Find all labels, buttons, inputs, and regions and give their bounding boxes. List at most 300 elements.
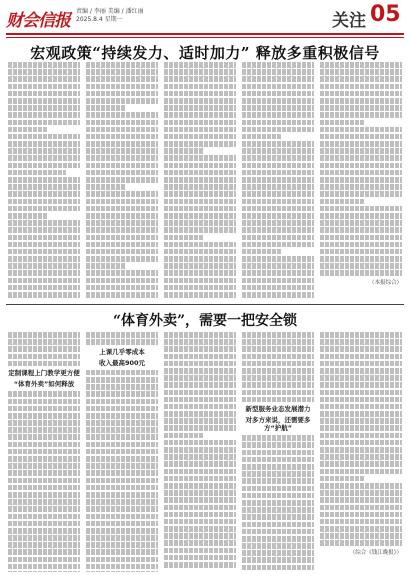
body-text-line <box>86 163 158 169</box>
body-text-line <box>164 155 236 161</box>
body-text-line <box>320 227 402 233</box>
article2-subhead: 新型服务业态发展潜力 <box>245 405 311 414</box>
body-text-line <box>8 332 80 338</box>
masthead <box>6 4 404 34</box>
body-text-line <box>86 377 158 383</box>
body-text-line <box>86 564 158 570</box>
body-text-line <box>86 62 158 68</box>
body-text-line <box>320 447 402 453</box>
body-text-line <box>320 270 402 276</box>
body-text-line <box>320 191 402 197</box>
body-text-line <box>320 84 402 90</box>
body-text-line <box>8 177 80 183</box>
body-text-line <box>242 62 314 68</box>
body-text-line <box>164 256 236 262</box>
body-text-line <box>320 382 402 388</box>
article1-column-4 <box>242 62 314 302</box>
body-text-line <box>242 522 314 528</box>
body-text-line <box>242 332 314 338</box>
article2-subhead: “体育外卖”如何释放 <box>13 380 75 389</box>
body-text-line <box>320 105 402 111</box>
body-text-line <box>242 91 314 97</box>
body-text-line <box>242 514 314 520</box>
body-text-line <box>164 548 236 554</box>
body-text-line <box>242 199 314 205</box>
article-source: （综合《钱江晚报》） <box>349 550 402 557</box>
body-text-line <box>8 98 80 104</box>
body-text-line <box>86 463 158 469</box>
article1-column-2 <box>86 62 158 302</box>
body-text-line <box>164 483 236 489</box>
body-text-line <box>8 256 80 262</box>
body-text-line <box>8 564 80 570</box>
body-text-line <box>242 278 314 284</box>
body-text-line <box>8 361 80 367</box>
body-text-line <box>8 442 80 448</box>
body-text-line <box>320 98 402 104</box>
body-text-line <box>164 227 236 233</box>
body-text-line <box>8 62 80 68</box>
body-text-line <box>320 148 402 154</box>
body-text-line <box>242 127 314 133</box>
body-text-line <box>242 450 314 456</box>
body-text-line <box>8 120 80 126</box>
body-text-line <box>164 519 236 525</box>
header-rule <box>6 33 404 35</box>
body-text-line <box>320 91 402 97</box>
body-text-line <box>242 354 314 360</box>
article2-subhead: 上课几乎零成本 <box>99 347 145 356</box>
body-text-line <box>86 442 158 448</box>
body-text-line <box>164 461 236 467</box>
body-text-line <box>8 141 80 147</box>
body-text-line <box>86 270 158 276</box>
body-text-line <box>86 191 158 197</box>
body-text-line <box>320 397 402 403</box>
body-text-line <box>86 456 158 462</box>
body-text-line <box>320 177 402 183</box>
body-text-line <box>164 98 236 104</box>
body-text-line <box>8 427 80 433</box>
body-text-line <box>242 213 314 219</box>
body-text-line <box>242 148 314 154</box>
body-text-line <box>8 220 80 226</box>
body-text-line <box>242 464 314 470</box>
body-text-line <box>8 413 80 419</box>
body-text-line <box>242 98 314 104</box>
body-text-line <box>320 69 402 75</box>
body-text-line <box>242 339 314 345</box>
body-text-line <box>8 557 80 563</box>
body-text-line <box>8 434 80 440</box>
body-text-line <box>320 213 402 219</box>
body-text-line <box>164 263 236 269</box>
body-text-line <box>164 354 236 360</box>
body-text-line <box>242 550 314 556</box>
article1-headline: 宏观政策“持续发力、适时加力” 释放多重积极信号 <box>30 44 380 62</box>
body-text-line <box>86 199 158 205</box>
body-text-line <box>242 141 314 147</box>
body-text-line <box>86 206 158 212</box>
body-text-line <box>320 127 402 133</box>
article2-headline: “体育外卖”，需要一把安全锁 <box>112 313 298 329</box>
body-text-line <box>164 220 236 226</box>
body-text-line <box>86 76 158 82</box>
article2-column-4 <box>242 332 314 572</box>
body-text-line <box>164 469 236 475</box>
body-text-line <box>86 427 158 433</box>
body-text-line <box>86 339 158 345</box>
body-text-line <box>8 91 80 97</box>
body-text-line <box>8 463 80 469</box>
body-text-line <box>164 425 236 431</box>
body-text-line <box>8 528 80 534</box>
body-text-line <box>8 470 80 476</box>
body-text-line <box>320 155 402 161</box>
body-text-line <box>86 292 158 298</box>
article-divider <box>6 304 404 305</box>
body-text-line <box>320 461 402 467</box>
body-text-line <box>320 505 402 511</box>
body-text-line <box>164 346 236 352</box>
body-text-line <box>164 332 236 338</box>
body-text-line <box>86 470 158 476</box>
body-text-line <box>242 397 314 403</box>
body-text-line <box>242 163 314 169</box>
body-text-line <box>164 433 204 439</box>
body-text-line <box>320 249 402 255</box>
body-text-line <box>242 375 314 381</box>
article-source: （本报综合） <box>368 280 402 287</box>
body-text-line <box>320 141 402 147</box>
body-text-line <box>320 497 402 503</box>
body-text-line <box>164 285 236 291</box>
body-text-line <box>86 134 158 140</box>
body-text-line <box>320 483 402 489</box>
body-text-line <box>164 213 236 219</box>
page-number: 05 <box>370 2 401 27</box>
body-text-line <box>86 235 158 241</box>
body-text-line <box>242 361 314 367</box>
body-text-line <box>164 505 236 511</box>
body-text-line <box>164 134 236 140</box>
body-text-line <box>86 91 158 97</box>
body-text-line <box>320 533 402 539</box>
body-text-line <box>86 177 158 183</box>
article1-column-5 <box>320 62 402 302</box>
body-text-line <box>86 170 158 176</box>
body-text-line <box>86 485 158 491</box>
body-text-line <box>86 227 158 233</box>
body-text-line <box>86 406 158 412</box>
body-text-line <box>242 120 314 126</box>
body-text-line <box>320 263 402 269</box>
body-text-line <box>8 478 80 484</box>
body-text-line <box>8 242 80 248</box>
body-text-line <box>8 148 80 154</box>
body-text-line <box>86 332 158 338</box>
body-text-line <box>8 76 80 82</box>
header-rule-thin <box>6 37 404 38</box>
body-text-line <box>164 206 236 212</box>
body-text-line <box>242 263 314 269</box>
body-text-line <box>8 199 80 205</box>
article2-column-1 <box>8 332 80 572</box>
body-text-line <box>86 120 158 126</box>
body-text-line <box>164 533 236 539</box>
body-text-line <box>164 278 236 284</box>
body-text-line <box>320 134 402 140</box>
body-text-line <box>8 184 80 190</box>
body-text-line <box>8 163 80 169</box>
body-text-line <box>8 514 80 520</box>
body-text-line <box>242 285 314 291</box>
body-text-line <box>8 249 80 255</box>
body-text-line <box>86 69 158 75</box>
body-text-line <box>164 490 236 496</box>
body-text-line <box>320 220 402 226</box>
body-text-line <box>164 540 236 546</box>
body-text-line <box>8 499 80 505</box>
body-text-line <box>320 454 402 460</box>
body-text-line <box>164 526 236 532</box>
body-text-line <box>242 442 314 448</box>
body-text-line <box>86 220 158 226</box>
body-text-line <box>242 105 314 111</box>
body-text-line <box>320 469 402 475</box>
body-text-line <box>8 170 66 176</box>
body-text-line <box>8 339 80 345</box>
body-text-line <box>164 292 236 298</box>
body-text-line <box>86 557 158 563</box>
body-text-line <box>242 565 314 571</box>
body-text-line <box>164 62 236 68</box>
body-text-line <box>8 535 80 541</box>
body-text-line <box>164 170 236 176</box>
body-text-line <box>164 120 236 126</box>
body-text-line <box>86 263 126 269</box>
body-text-line <box>242 478 314 484</box>
body-text-line <box>86 449 158 455</box>
body-text-line <box>8 112 80 118</box>
body-text-line <box>86 105 126 111</box>
body-text-line <box>8 542 80 548</box>
body-text-line <box>8 127 48 133</box>
body-text-line <box>8 155 80 161</box>
body-text-line <box>242 471 314 477</box>
body-text-line <box>320 206 402 212</box>
body-text-line <box>242 457 314 463</box>
body-text-line <box>242 242 314 248</box>
body-text-line <box>242 543 314 549</box>
body-text-line <box>8 213 48 219</box>
body-text-line <box>164 112 236 118</box>
body-text-line <box>164 184 236 190</box>
body-text-line <box>86 506 158 512</box>
body-text-line <box>242 69 314 75</box>
body-text-line <box>242 368 314 374</box>
body-text-line <box>8 105 80 111</box>
body-text-line <box>86 141 158 147</box>
body-text-line <box>320 540 402 546</box>
body-text-line <box>8 521 80 527</box>
body-text-line <box>86 420 158 426</box>
body-text-line <box>8 456 80 462</box>
body-text-line <box>86 148 158 154</box>
body-text-line <box>242 435 314 441</box>
body-text-line <box>86 549 158 555</box>
article2-subhead: 收入最高900元 <box>98 358 146 367</box>
body-text-line <box>164 397 236 403</box>
body-text-line <box>320 256 402 262</box>
body-text-line <box>242 486 314 492</box>
body-text-line <box>320 404 402 410</box>
body-text-line <box>86 528 158 534</box>
body-text-line <box>320 163 402 169</box>
body-text-line <box>242 134 282 140</box>
body-text-line <box>8 391 80 397</box>
body-text-line <box>164 562 236 568</box>
body-text-line <box>164 105 236 111</box>
body-text-line <box>164 249 236 255</box>
body-text-line <box>242 493 314 499</box>
body-text-line <box>242 112 314 118</box>
body-text-line <box>86 521 158 527</box>
body-text-line <box>86 242 158 248</box>
body-text-line <box>164 476 236 482</box>
body-text-line <box>320 112 402 118</box>
body-text-line <box>242 184 314 190</box>
body-text-line <box>8 399 80 405</box>
body-text-line <box>320 332 402 338</box>
body-text-line <box>86 213 158 219</box>
issue-date: 2025.8.4 星期一 <box>76 16 123 23</box>
body-text-line <box>320 235 402 241</box>
body-text-line <box>320 361 402 367</box>
body-text-line <box>164 454 236 460</box>
body-text-line <box>320 425 402 431</box>
body-text-line <box>86 285 158 291</box>
body-text-line <box>86 535 158 541</box>
body-text-line <box>320 440 402 446</box>
body-text-line <box>242 84 314 90</box>
body-text-line <box>8 492 80 498</box>
body-text-line <box>320 242 402 248</box>
body-text-line <box>320 526 402 532</box>
body-text-line <box>164 235 204 241</box>
body-text-line <box>164 411 236 417</box>
body-text-line <box>164 447 236 453</box>
body-text-line <box>320 120 365 126</box>
body-text-line <box>320 184 402 190</box>
body-text-line <box>242 292 314 298</box>
body-text-line <box>164 163 236 169</box>
body-text-line <box>242 500 314 506</box>
body-text-line <box>8 506 80 512</box>
body-text-line <box>242 536 314 542</box>
body-text-line <box>86 256 158 262</box>
body-text-line <box>164 141 236 147</box>
body-text-line <box>8 134 80 140</box>
body-text-line <box>86 434 158 440</box>
body-text-line <box>86 391 158 397</box>
body-text-line <box>242 557 314 563</box>
body-text-line <box>164 127 236 133</box>
body-text-line <box>242 191 314 197</box>
body-text-line <box>86 84 158 90</box>
body-text-line <box>320 476 365 482</box>
body-text-line <box>242 529 314 535</box>
body-text-line <box>320 490 402 496</box>
body-text-line <box>242 382 314 388</box>
body-text-line <box>164 91 236 97</box>
body-text-line <box>86 127 158 133</box>
body-text-line <box>8 84 80 90</box>
body-text-line <box>164 76 236 82</box>
body-text-line <box>164 84 236 90</box>
body-text-line <box>86 184 126 190</box>
body-text-line <box>86 571 158 572</box>
body-text-line <box>242 76 314 82</box>
body-text-line <box>320 433 402 439</box>
body-text-line <box>164 270 236 276</box>
body-text-line <box>320 519 402 525</box>
body-text-line <box>164 375 236 381</box>
body-text-line <box>8 270 80 276</box>
body-text-line <box>242 227 314 233</box>
body-text-line <box>86 413 158 419</box>
body-text-line <box>8 549 80 555</box>
body-text-line <box>86 370 158 376</box>
body-text-line <box>320 368 402 374</box>
article2-column-3 <box>164 332 236 572</box>
body-text-line <box>86 478 158 484</box>
body-text-line <box>320 512 402 518</box>
issue-meta <box>76 8 144 24</box>
body-text-line <box>164 404 236 410</box>
body-text-line <box>242 177 314 183</box>
body-text-line <box>8 191 80 197</box>
body-text-line <box>8 285 80 291</box>
body-text-line <box>242 390 314 396</box>
article1-column-3 <box>164 62 236 302</box>
body-text-line <box>320 62 402 68</box>
body-text-line <box>320 170 402 176</box>
article2-subhead: 定制课程上门教学更方便 <box>8 369 80 378</box>
body-text-line <box>320 418 402 424</box>
body-text-line <box>242 170 314 176</box>
body-text-line <box>8 292 80 298</box>
body-text-line <box>242 155 314 161</box>
body-text-line <box>164 191 236 197</box>
body-text-line <box>8 354 80 360</box>
body-text-line <box>242 220 314 226</box>
body-text-line <box>86 98 158 104</box>
body-text-line <box>242 346 314 352</box>
body-text-line <box>242 206 314 212</box>
body-text-line <box>86 278 158 284</box>
body-text-line <box>164 390 236 396</box>
body-text-line <box>242 507 314 513</box>
body-text-line <box>164 69 236 75</box>
body-text-line <box>320 390 402 396</box>
body-text-line <box>242 235 314 241</box>
body-text-line <box>164 361 236 367</box>
body-text-line <box>8 227 80 233</box>
body-text-line <box>164 148 204 154</box>
body-text-line <box>320 346 402 352</box>
body-text-line <box>242 270 314 276</box>
